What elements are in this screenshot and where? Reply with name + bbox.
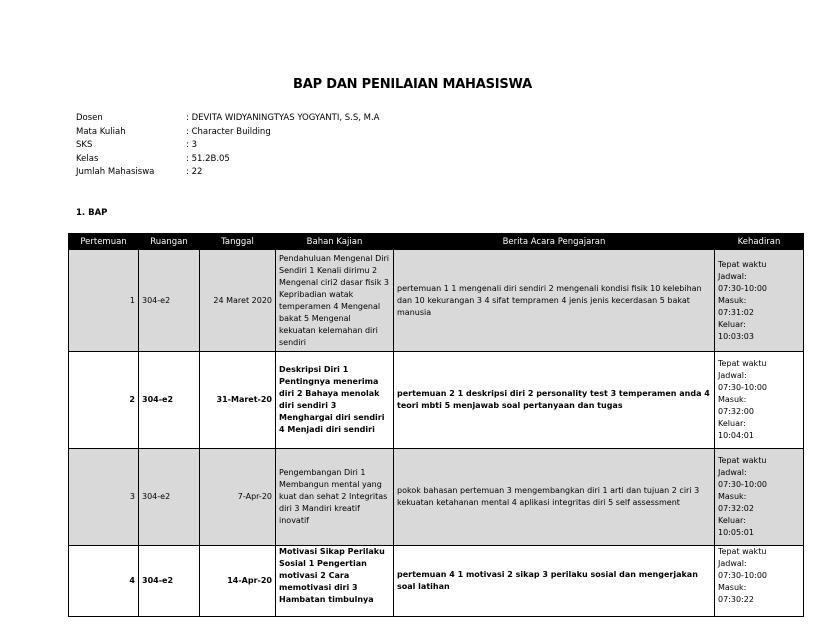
- cell-tanggal: 31-Maret-20: [200, 352, 276, 449]
- kehadiran-jadwal: 07:30-10:00: [718, 571, 767, 580]
- info-value: : 51.2B.05: [186, 153, 230, 164]
- cell-kehadiran: [715, 449, 804, 546]
- info-key: Dosen: [76, 113, 103, 123]
- course-info: [76, 112, 379, 180]
- table-header-row: [69, 234, 804, 250]
- section-heading: 1. BAP: [76, 208, 108, 218]
- kehadiran-jadwal-label: Jadwal:: [718, 371, 747, 380]
- kehadiran-masuk: 07:32:02: [718, 504, 754, 513]
- kehadiran-masuk-label: Masuk:: [718, 492, 747, 501]
- cell-bahan-kajian: Pendahuluan Mengenal Diri Sendiri 1 Kenali dirimu 2 Mengenal ciri2 dasar fisik 3 Kepribadian watak temperamen 4 Mengenal bakat 5 Mengenal kekuatan kelemahan diri sendiri: [276, 250, 394, 352]
- kehadiran-status: Tepat waktu: [718, 359, 767, 368]
- cell-kehadiran: [715, 250, 804, 352]
- info-row-kelas: [76, 153, 379, 167]
- kehadiran-keluar-label: Keluar:: [718, 419, 746, 428]
- kehadiran-jadwal-label: Jadwal:: [718, 271, 747, 281]
- cell-ruangan: 304-e2: [139, 449, 200, 546]
- kehadiran-keluar: 10:03:03: [718, 331, 754, 341]
- kehadiran-masuk: 07:30:22: [718, 595, 754, 604]
- kehadiran-jadwal-label: Jadwal:: [718, 559, 747, 568]
- header-ruangan: Ruangan: [139, 234, 200, 250]
- cell-berita-acara: pokok bahasan pertemuan 3 mengembangkan diri 1 arti dan tujuan 2 ciri 3 kekuatan ketahanan mental 4 aplikasi integritas diri 5 self assessment: [394, 449, 715, 546]
- header-pertemuan: Pertemuan: [69, 234, 139, 250]
- cell-bahan-kajian: Pengembangan Diri 1 Membangun mental yang kuat dan sehat 2 Integritas diri 3 Mandiri kreatif inovatif: [276, 449, 394, 546]
- kehadiran-keluar-label: Keluar:: [718, 319, 746, 329]
- kehadiran-masuk-label: Masuk:: [718, 295, 747, 305]
- cell-ruangan: 304-e2: [139, 352, 200, 449]
- table-row: [69, 250, 804, 352]
- cell-tanggal: 7-Apr-20: [200, 449, 276, 546]
- page-title: BAP DAN PENILAIAN MAHASISWA: [293, 77, 532, 92]
- kehadiran-jadwal: 07:30-10:00: [718, 383, 767, 392]
- table-row: [69, 449, 804, 546]
- info-value: : 3: [186, 140, 197, 151]
- cell-berita-acara: pertemuan 4 1 motivasi 2 sikap 3 perilaku sosial dan mengerjakan soal latihan: [394, 546, 715, 617]
- kehadiran-keluar: 10:05:01: [718, 528, 754, 537]
- kehadiran-masuk-label: Masuk:: [718, 395, 747, 404]
- kehadiran-masuk-label: Masuk:: [718, 583, 747, 592]
- info-row-dosen: [76, 112, 379, 126]
- info-key: Jumlah Mahasiswa: [76, 167, 155, 178]
- kehadiran-jadwal: 07:30-10:00: [718, 480, 767, 489]
- info-row-sks: [76, 139, 379, 153]
- cell-tanggal: 14-Apr-20: [200, 546, 276, 617]
- info-key: Mata Kuliah: [76, 126, 126, 137]
- info-key: SKS: [76, 140, 93, 151]
- info-value: : Character Building: [186, 126, 271, 137]
- cell-berita-acara: pertemuan 1 1 mengenali diri sendiri 2 mengenali kondisi fisik 10 kelebihan dan 10 kekurangan 3 4 sifat tempramen 4 jenis jenis kecerdasan 5 bakat manusia: [394, 250, 715, 352]
- cell-pertemuan: 1: [69, 250, 139, 352]
- header-berita-acara: Berita Acara Pengajaran: [394, 234, 715, 250]
- info-key: Kelas: [76, 153, 99, 164]
- table-row: [69, 546, 804, 617]
- cell-pertemuan: 2: [69, 352, 139, 449]
- cell-pertemuan: 4: [69, 546, 139, 617]
- kehadiran-status: Tepat waktu: [718, 547, 767, 556]
- info-value: : DEVITA WIDYANINGTYAS YOGYANTI, S.S, M.A: [186, 113, 380, 123]
- header-kehadiran: Kehadiran: [715, 234, 804, 250]
- cell-kehadiran: [715, 546, 804, 617]
- cell-kehadiran: [715, 352, 804, 449]
- cell-ruangan: 304-e2: [139, 250, 200, 352]
- cell-bahan-kajian: Motivasi Sikap Perilaku Sosial 1 Pengertian motivasi 2 Cara memotivasi diri 3 Hambatan timbulnya: [276, 546, 394, 617]
- bap-table: [68, 233, 804, 617]
- info-value: : 22: [186, 167, 203, 178]
- cell-pertemuan: 3: [69, 449, 139, 546]
- header-bahan-kajian: Bahan Kajian: [276, 234, 394, 250]
- kehadiran-keluar-label: Keluar:: [718, 516, 746, 525]
- kehadiran-jadwal: 07:30-10:00: [718, 283, 767, 293]
- kehadiran-masuk: 07:31:02: [718, 307, 754, 317]
- kehadiran-jadwal-label: Jadwal:: [718, 468, 747, 477]
- info-row-jumlah-mahasiswa: [76, 166, 379, 180]
- kehadiran-keluar: 10:04:01: [718, 431, 754, 440]
- kehadiran-masuk: 07:32:00: [718, 407, 754, 416]
- cell-tanggal: 24 Maret 2020: [200, 250, 276, 352]
- kehadiran-status: Tepat waktu: [718, 456, 767, 465]
- cell-bahan-kajian: Deskripsi Diri 1 Pentingnya menerima diri 2 Bahaya menolak diri sendiri 3 Menghargai diri sendiri 4 Menjadi diri sendiri: [276, 352, 394, 449]
- header-tanggal: Tanggal: [200, 234, 276, 250]
- table-row: [69, 352, 804, 449]
- kehadiran-status: Tepat waktu: [718, 259, 767, 269]
- cell-berita-acara: pertemuan 2 1 deskripsi diri 2 personality test 3 temperamen anda 4 teori mbti 5 menjawab soal pertanyaan dan tugas: [394, 352, 715, 449]
- cell-ruangan: 304-e2: [139, 546, 200, 617]
- info-row-mata-kuliah: [76, 126, 379, 140]
